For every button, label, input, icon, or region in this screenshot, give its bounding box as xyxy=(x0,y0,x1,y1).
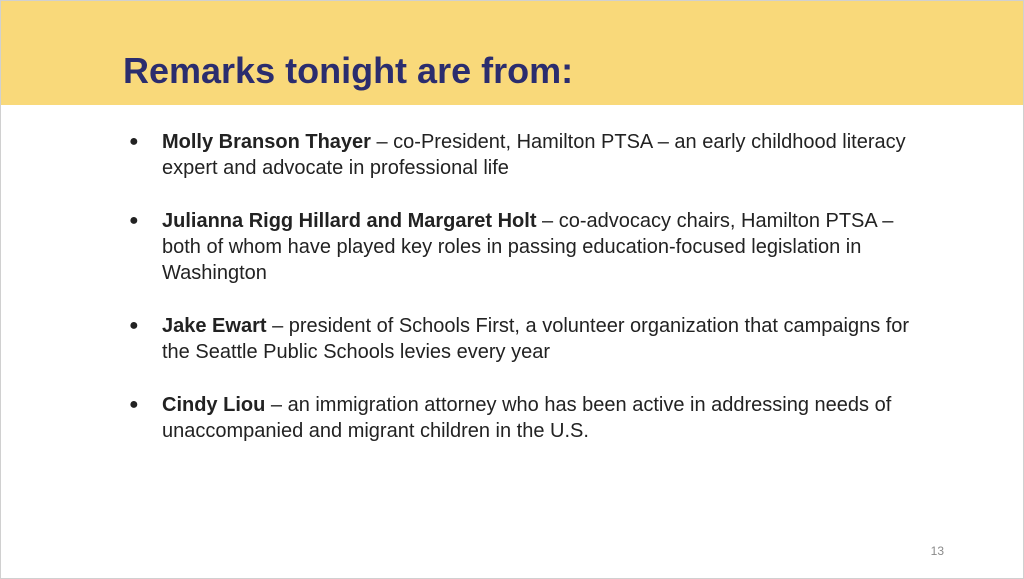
slide-title: Remarks tonight are from: xyxy=(123,50,574,91)
bullet-dot-icon: ● xyxy=(129,396,139,413)
bullet-dot-icon: ● xyxy=(129,212,139,229)
bullet-dot-icon: ● xyxy=(129,317,139,334)
speaker-name: Cindy Liou xyxy=(162,394,266,416)
speaker-item xyxy=(129,313,919,365)
speaker-name: Molly Branson Thayer xyxy=(162,131,371,153)
speaker-description: – co-advocacy chairs, Hamilton PTSA – both of whom have played key roles in passing education-focused legislation in Washington xyxy=(162,210,894,284)
speaker-description: – co-President, Hamilton PTSA – an early childhood literacy expert and advocate in professional life xyxy=(162,131,906,179)
speaker-name: Jake Ewart xyxy=(162,315,267,337)
speaker-description: – an immigration attorney who has been active in addressing needs of unaccompanied and migrant children in the U.S. xyxy=(162,394,892,442)
speaker-description: – president of Schools First, a volunteer organization that campaigns for the Seattle Public Schools levies every year xyxy=(162,315,910,363)
page-number: 13 xyxy=(930,544,944,558)
speaker-list xyxy=(129,129,919,471)
bullet-dot-icon: ● xyxy=(129,133,139,150)
speaker-item xyxy=(129,129,919,181)
speaker-name: Julianna Rigg Hillard and Margaret Holt xyxy=(162,210,537,232)
speaker-item xyxy=(129,208,919,286)
speaker-item xyxy=(129,392,919,444)
